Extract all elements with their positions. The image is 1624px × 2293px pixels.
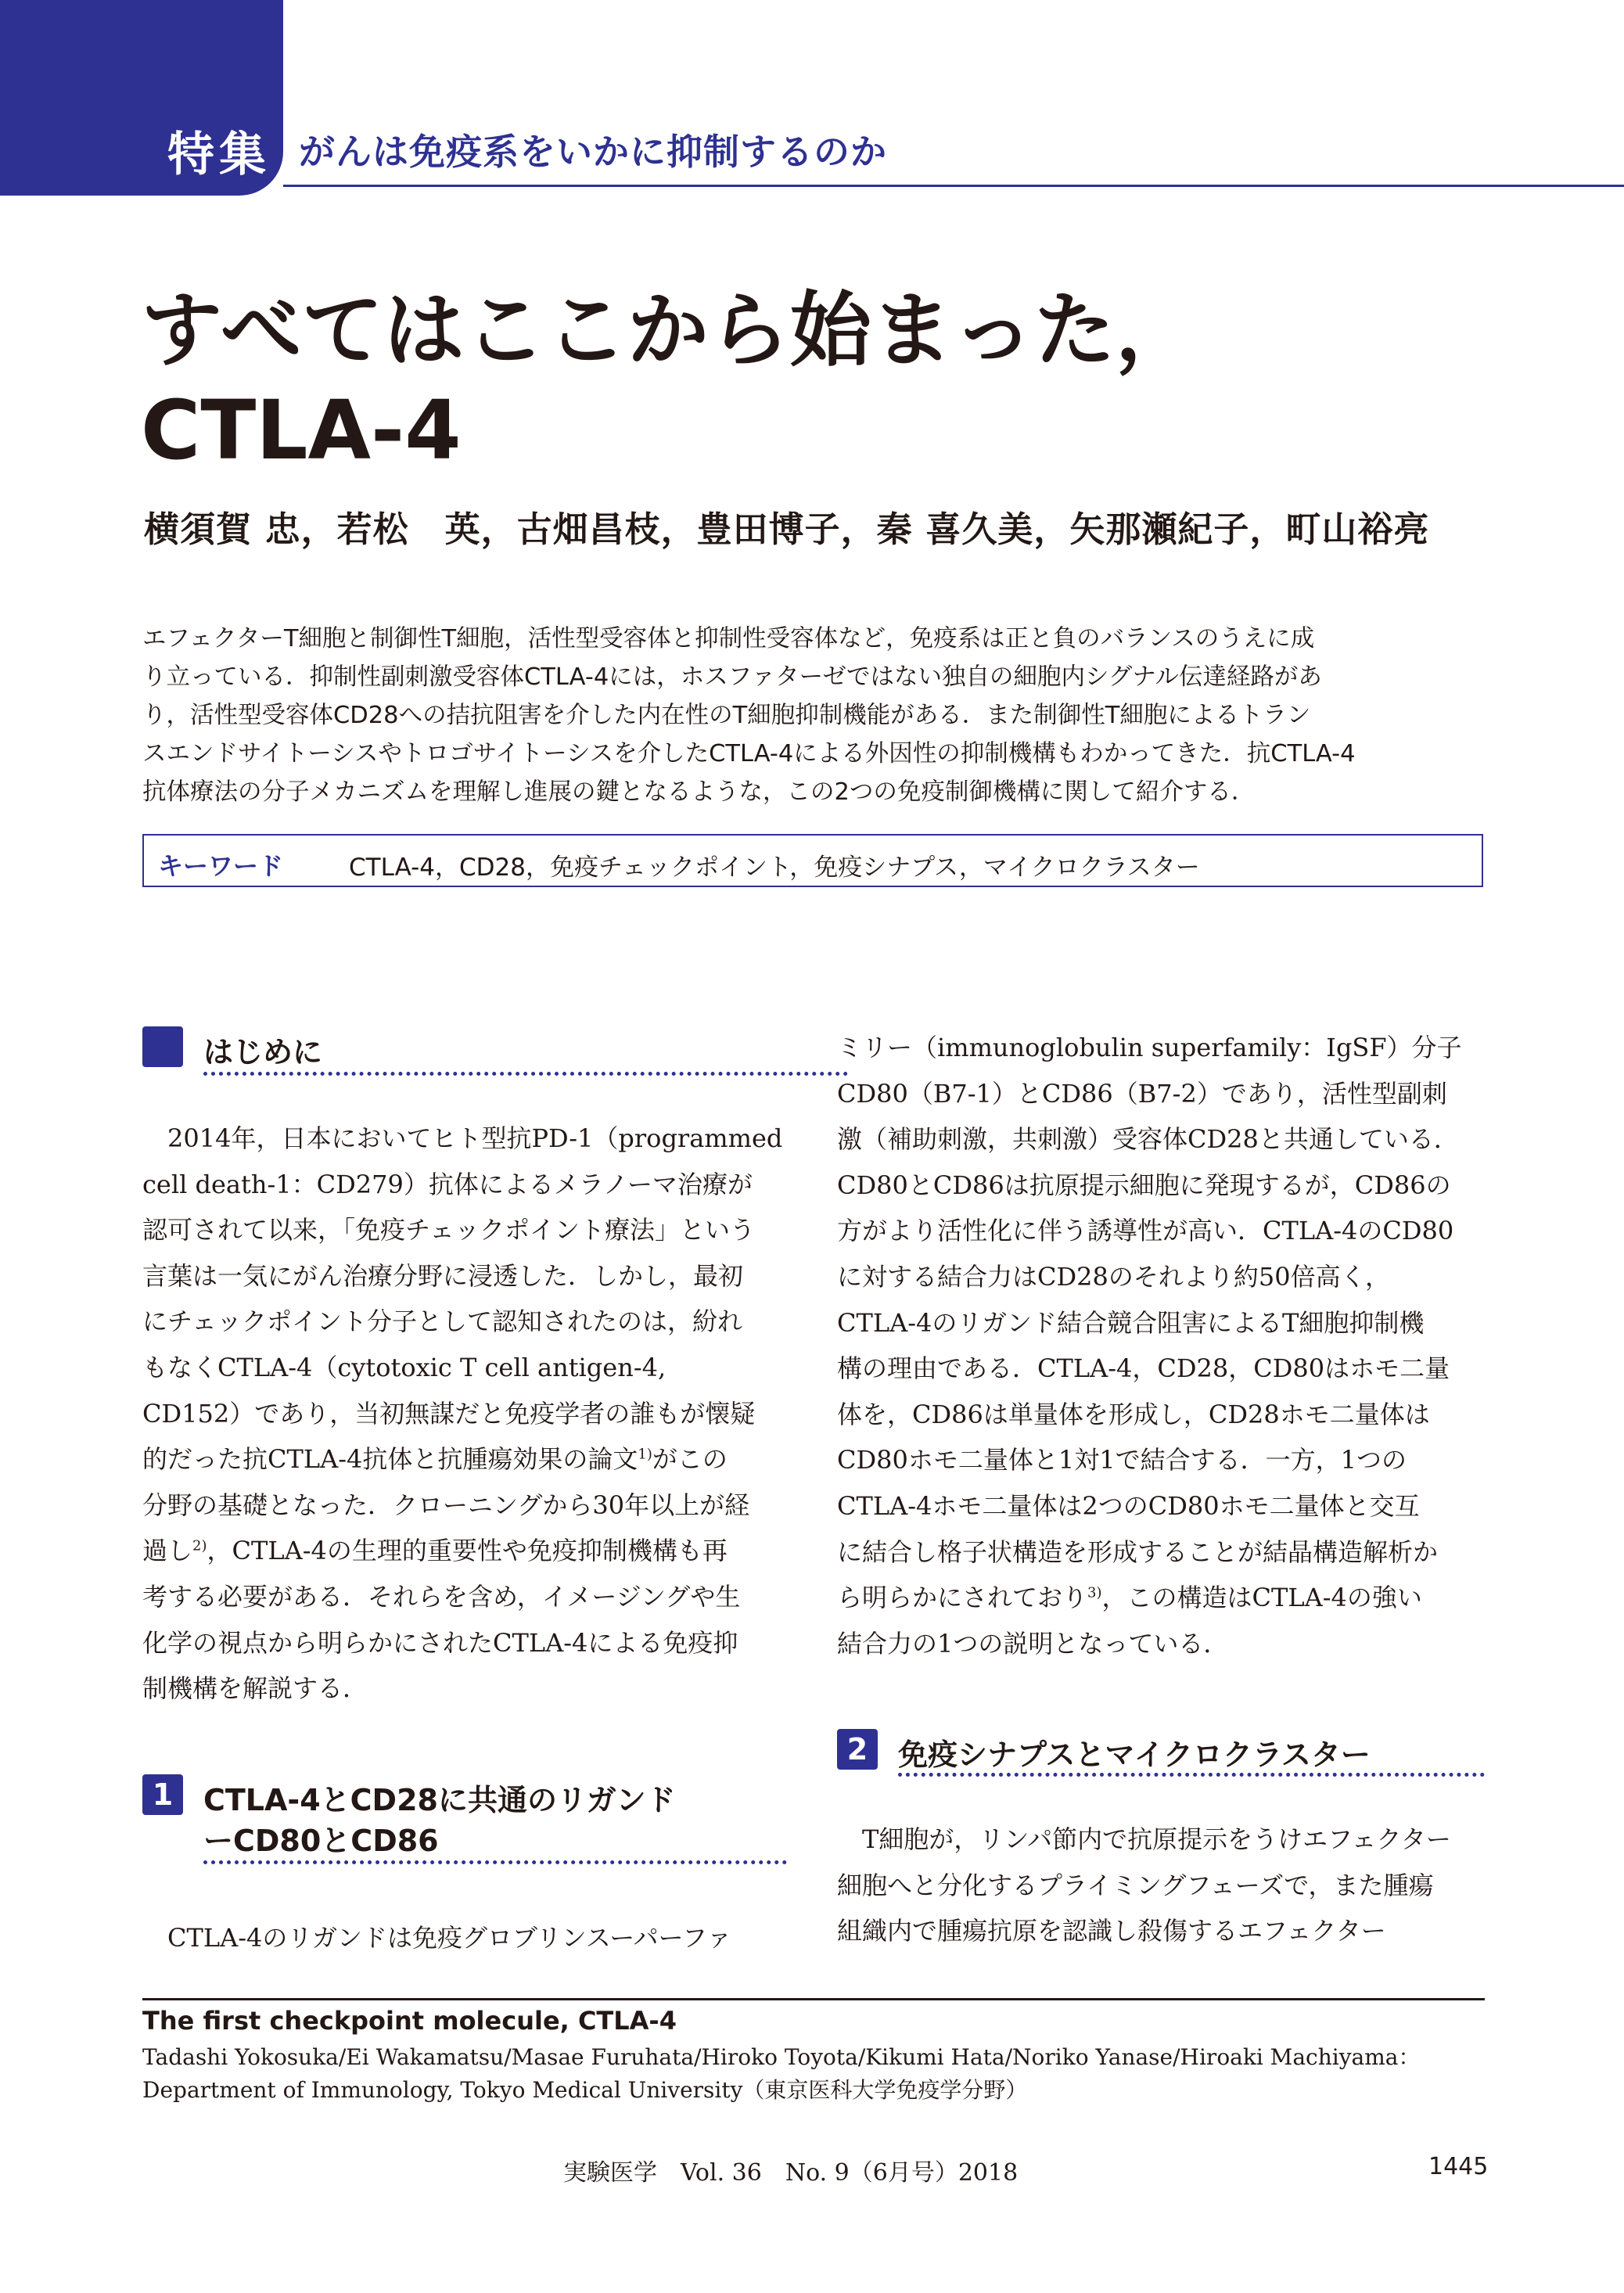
special-feature-label: 特集 [167,128,271,182]
english-authors: Tadashi Yokosuka/Ei Wakamatsu/Masae Furuhata/Hiroko Toyota/Kikumi Hata/Noriko Yanase/Hiroaki Machiyama： [142,2044,1421,2070]
body-text: 的だった抗CTLA-4抗体と抗腫瘍効果の論文 [142,1444,638,1475]
feature-title: がんは免疫系をいかに抑制するのか [299,131,887,173]
body-line: 化学の視点から明らかにされたCTLA-4による免疫抑 [142,1627,738,1658]
body-line: 分野の基礎となった．クローニングから30年以上が経 [142,1490,750,1520]
body-line: にチェックポイント分子として認知されたのは，紛れ [142,1306,743,1337]
article-title-line-2: CTLA-4 [141,383,462,478]
abstract-line: り立っている．抑制性副刺激受容体CTLA-4には，ホスファターゼではない独自の細胞内シグナル伝達経路があ [142,663,1322,691]
body-line: cell death-1：CD279）抗体によるメラノーマ治療が [142,1169,753,1199]
body-line: 結合力の1つの説明となっている． [837,1628,1229,1659]
body-line: 方がより活性化に伴う誘導性が高い．CTLA-4のCD80 [837,1216,1454,1246]
body-line: に結合し格子状構造を形成することが結晶構造解析か [837,1536,1439,1567]
body-line: CTLA-4のリガンドは免疫グロブリンスーパーファ [167,1923,732,1953]
affiliation: Department of Immunology, Tokyo Medical University（東京医科大学免疫学分野） [142,2077,1028,2103]
body-line: 細胞へと分化するプライミングフェーズで，また腫瘍 [837,1870,1434,1900]
abstract-line: り，活性型受容体CD28への拮抗阻害を介した内在性のT細胞抑制機能がある．また制御性T細胞によるトラン [142,702,1311,729]
body-line: 体を，CD86は単量体を形成し，CD28ホモ二量体は [837,1399,1430,1429]
body-line: 2014年，日本においてヒト型抗PD-1（programmed [167,1123,783,1153]
abstract-line: エフェクターT細胞と制御性T細胞，活性型受容体と抑制性受容体など，免疫系は正と負のバランスのうえに成 [142,625,1315,652]
body-line [142,1528,785,1574]
body-line: 制機構を解説する． [142,1673,368,1704]
section-underline [898,1773,1485,1777]
reference-marker[interactable]: 2) [192,1537,207,1554]
section-title: CTLA-4とCD28に共通のリガンド [203,1783,676,1817]
page-number: 1445 [1428,2153,1489,2180]
body-line: 考する必要がある．それらを含め，イメージングや生 [142,1581,741,1612]
abstract [142,620,1485,811]
journal-citation: 実験医学 Vol. 36 No. 9（6月号）2018 [563,2159,1019,2187]
right-column [837,1025,1483,1666]
body-line: CD80とCD86は抗原提示細胞に発現するが，CD86の [837,1170,1451,1200]
section-subtitle: ーCD80とCD86 [203,1824,439,1858]
body-text: ，CTLA-4の生理的重要性や免疫抑制機構も再 [207,1536,728,1566]
header-rule [283,185,1624,187]
section-number: 2 [837,1729,878,1770]
body-text: 過し [142,1536,193,1566]
body-line: 組織内で腫瘍抗原を認識し殺傷するエフェクター [837,1916,1386,1946]
author-list: 横須賀 忠，若松 英，古畑昌枝，豊田博子，秦 喜久美，矢那瀬紀子，町山裕亮 [144,509,1430,550]
section-underline [203,1072,848,1076]
abstract-line: 抗体療法の分子メカニズムを理解し進展の鍵となるような，この2つの免疫制御機構に関して紹介する． [142,778,1256,806]
body-text: ら明らかにされており [837,1583,1088,1613]
body-line: CD80ホモ二量体と1対1で結合する．一方，1つの [837,1445,1407,1475]
right-column-s2 [837,1817,1483,1954]
section-number: 1 [142,1774,183,1815]
left-column-intro [142,1116,785,1712]
left-column-s1 [142,1915,785,1961]
article-title [141,280,1549,480]
body-line: CTLA-4のリガンド結合競合阻害によるT細胞抑制機 [837,1307,1425,1338]
section-marker [142,1026,183,1067]
section-title: 免疫シナプスとマイクロクラスター [898,1738,1371,1772]
body-line: ミリー（immunoglobulin superfamily：IgSF）分子 [837,1033,1462,1062]
body-line [837,1575,1483,1621]
body-line: 言葉は一気にがん治療分野に浸透した．しかし，最初 [142,1260,744,1291]
body-line: 構の理由である．CTLA-4，CD28，CD80はホモ二量 [837,1353,1450,1384]
keywords-box [142,834,1483,887]
english-title: The first checkpoint molecule, CTLA-4 [142,2006,677,2036]
reference-marker[interactable]: 1) [638,1446,652,1463]
body-line: T細胞が，リンパ節内で抗原提示をうけエフェクター [862,1824,1451,1854]
body-line: CD152）であり，当初無謀だと免疫学者の誰もが懐疑 [142,1398,756,1429]
body-line: CD80（B7-1）とCD86（B7-2）であり，活性型副刺 [837,1078,1447,1109]
body-line: 激（補助刺激，共刺激）受容体CD28と共通している． [837,1124,1459,1155]
body-text: がこの [652,1444,728,1475]
body-line: もなくCTLA-4（cytotoxic T cell antigen-4, [142,1352,666,1382]
abstract-line: スエンドサイトーシスやトロゴサイトーシスを介したCTLA-4による外因性の抑制機構もわかってきた．抗CTLA-4 [142,740,1356,767]
article-title-line-1: すべてはここから始まった， [141,282,1197,378]
keywords-label: キーワード [158,851,284,881]
body-line [142,1436,785,1483]
footer-rule [142,1998,1485,2000]
body-line: に対する結合力はCD28のそれより約50倍高く， [837,1261,1390,1292]
section-title: はじめに [203,1035,323,1069]
body-text: ，この構造はCTLA-4の強い [1101,1583,1422,1613]
reference-marker[interactable]: 3) [1087,1584,1102,1601]
body-line: CTLA-4ホモ二量体は2つのCD80ホモ二量体と交互 [837,1490,1420,1521]
section-underline [203,1860,787,1864]
body-line: 認可されて以来，「免疫チェックポイント療法」という [142,1215,756,1245]
keywords-text: CTLA-4，CD28，免疫チェックポイント，免疫シナプス，マイクロクラスター [349,854,1200,882]
